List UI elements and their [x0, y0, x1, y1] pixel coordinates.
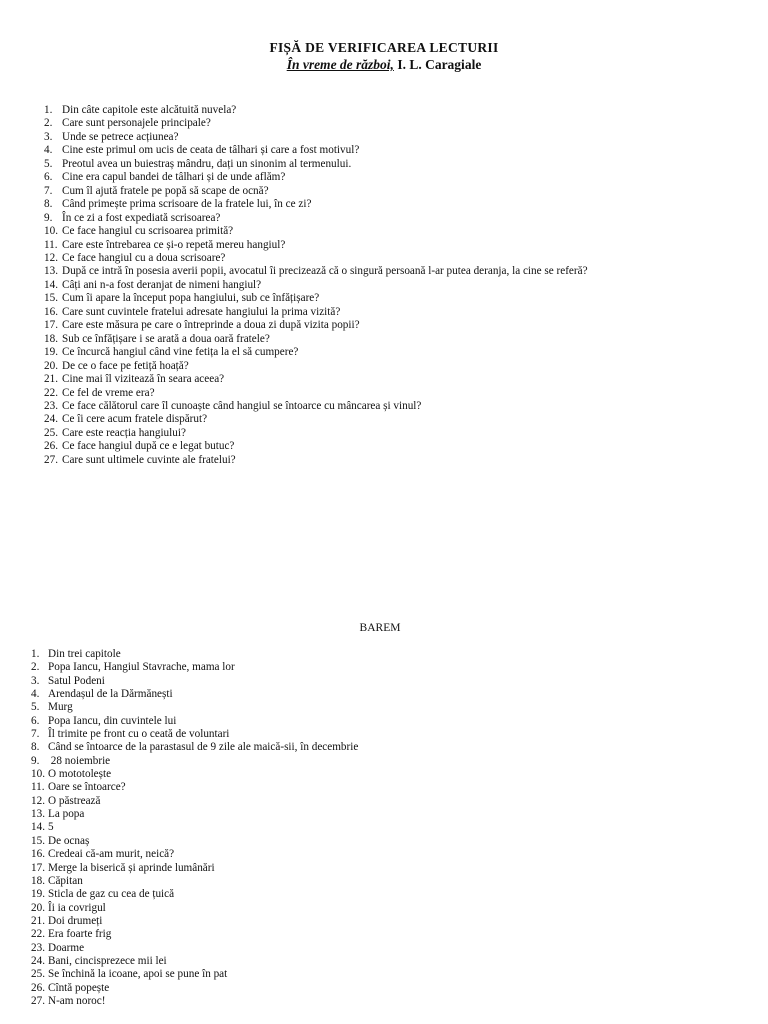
answer-item-text: Sticla de gaz cu cea de țuică	[48, 888, 175, 901]
question-item-number: 21.	[44, 373, 58, 386]
answer-item	[31, 768, 731, 781]
answer-item	[31, 915, 731, 928]
answer-item-text: Doi drumeți	[48, 914, 103, 927]
question-item-number: 9.	[44, 211, 53, 224]
page-subtitle	[0, 57, 768, 73]
answer-item-number: 24.	[31, 954, 45, 967]
answer-item-number: 11.	[31, 781, 45, 794]
answers-list	[31, 648, 731, 1008]
question-item-text: Unde se petrece acțiunea?	[62, 130, 179, 143]
answer-item-text: Din trei capitole	[48, 648, 121, 660]
question-item-number: 12.	[44, 251, 58, 264]
question-item-number: 19.	[44, 346, 58, 359]
question-item	[44, 440, 744, 453]
answer-item	[31, 795, 731, 808]
question-item-number: 5.	[44, 157, 53, 170]
answer-item-number: 20.	[31, 901, 45, 914]
question-item-text: Care sunt ultimele cuvinte ale fratelui?	[62, 453, 236, 466]
answer-item-number: 17.	[31, 861, 45, 874]
question-item-text: Cum îl ajută fratele pe popă să scape de ocnă?	[62, 184, 269, 197]
answer-item	[31, 888, 731, 901]
answer-item-number: 26.	[31, 981, 45, 994]
question-item	[44, 306, 744, 319]
question-item-number: 11.	[44, 238, 58, 251]
question-item	[44, 158, 744, 171]
question-item-text: Sub ce înfățișare i se arată a doua oară fratele?	[62, 332, 270, 345]
answer-item-text: N-am noroc!	[48, 994, 106, 1007]
answer-item-text: Îl trimite pe front cu o ceată de voluntari	[48, 728, 230, 741]
question-item	[44, 360, 744, 373]
question-item-number: 8.	[44, 198, 53, 211]
answer-item	[31, 728, 731, 741]
question-item-text: Cine este primul om ucis de ceata de tâlhari și care a fost motivul?	[62, 144, 360, 157]
question-item	[44, 171, 744, 184]
answer-item-text: O păstrează	[48, 794, 101, 807]
answer-item-number: 13.	[31, 808, 45, 821]
question-item	[44, 373, 744, 386]
answer-item	[31, 688, 731, 701]
question-item-text: Ce îi cere acum fratele dispărut?	[62, 413, 208, 426]
answer-item-text: Doarme	[48, 941, 85, 954]
question-item	[44, 346, 744, 359]
answer-item-number: 27.	[31, 994, 45, 1007]
question-item-text: Ce face hangiul cu a doua scrisoare?	[62, 251, 226, 264]
barem-title: BAREM	[359, 622, 401, 634]
answer-item-text: Era foarte frig	[48, 928, 112, 941]
answer-item-number: 10.	[31, 768, 45, 781]
answer-item-number: 23.	[31, 941, 45, 954]
answer-item-text: Se închină la icoane, apoi se pune în pat	[48, 968, 228, 981]
question-item	[44, 198, 744, 211]
answer-item	[31, 902, 731, 915]
question-item-number: 14.	[44, 278, 58, 291]
answer-item	[31, 968, 731, 981]
answer-item-number: 2.	[31, 661, 40, 674]
answer-item	[31, 995, 731, 1008]
question-item-text: În ce zi a fost expediată scrisoarea?	[62, 211, 221, 224]
answer-item-text: Arendașul de la Dărmănești	[48, 688, 173, 701]
answer-item-text: Cîntă popește	[48, 981, 110, 994]
question-item-text: Care este întrebarea ce și-o repetă mereu hangiul?	[62, 238, 286, 251]
question-item-number: 10.	[44, 225, 58, 238]
question-item-text: Ce încurcă hangiul când vine fetița la el să cumpere?	[62, 346, 299, 359]
answer-item	[31, 942, 731, 955]
question-item-number: 24.	[44, 413, 58, 426]
question-item-number: 22.	[44, 386, 58, 399]
question-item	[44, 225, 744, 238]
question-item-text: După ce intră în posesia averii popii, avocatul îi precizează că o singură persoană l-ar putea deranja, la cine se referă?	[62, 265, 588, 278]
question-item-number: 6.	[44, 171, 53, 184]
answer-item	[31, 675, 731, 688]
question-item-number: 18.	[44, 332, 58, 345]
question-item	[44, 131, 744, 144]
question-item	[44, 279, 744, 292]
question-item-text: Care este reacția hangiului?	[62, 426, 186, 439]
question-item	[44, 427, 744, 440]
answer-item-text: 28 noiembrie	[48, 754, 111, 767]
question-item	[44, 387, 744, 400]
answer-item-text: Credeai că-am murit, neică?	[48, 848, 175, 861]
question-item-text: Ce fel de vreme era?	[62, 386, 155, 399]
question-item-text: Care este măsura pe care o întreprinde a doua zi după vizita popii?	[62, 319, 360, 332]
question-item	[44, 104, 744, 117]
question-item-text: Ce face hangiul cu scrisoarea primită?	[62, 225, 234, 238]
answer-item	[31, 808, 731, 821]
question-item	[44, 292, 744, 305]
answer-item-number: 7.	[31, 728, 40, 741]
question-item-number: 16.	[44, 305, 58, 318]
question-item-number: 7.	[44, 184, 53, 197]
answer-item-number: 21.	[31, 914, 45, 927]
answer-item-text: Popa Iancu, Hangiul Stavrache, mama lor	[48, 661, 235, 674]
question-item-number: 25.	[44, 426, 58, 439]
answer-item-text: Murg	[48, 701, 73, 714]
question-item-text: Cum îi apare la început popa hangiului, sub ce înfățișare?	[62, 292, 320, 305]
answer-item-text: O mototolește	[48, 768, 112, 781]
question-item	[44, 400, 744, 413]
question-item-text: Cine era capul bandei de tâlhari și de unde aflăm?	[62, 171, 286, 184]
answer-item	[31, 741, 731, 754]
answer-item	[31, 982, 731, 995]
answer-item	[31, 755, 731, 768]
question-item-text: Cine mai îl vizitează în seara aceea?	[62, 373, 225, 386]
question-item-number: 4.	[44, 144, 53, 157]
author-name: I. L. Caragiale	[393, 57, 482, 72]
question-item	[44, 239, 744, 252]
page-title: FIȘĂ DE VERIFICAREA LECTURII	[269, 40, 499, 55]
answer-item	[31, 835, 731, 848]
questions-list	[44, 104, 744, 467]
question-item-number: 17.	[44, 319, 58, 332]
question-item	[44, 333, 744, 346]
answer-item-number: 18.	[31, 874, 45, 887]
question-item-number: 20.	[44, 359, 58, 372]
answer-item	[31, 781, 731, 794]
answer-item-number: 25.	[31, 968, 45, 981]
answer-item-text: Când se întoarce de la parastasul de 9 zile ale maică-sii, în decembrie	[48, 741, 359, 754]
question-item-text: Care sunt personajele principale?	[62, 117, 211, 130]
question-item	[44, 265, 744, 278]
question-item	[44, 413, 744, 426]
question-item-text: De ce o face pe fetiță hoață?	[62, 359, 189, 372]
answer-item-number: 3.	[31, 674, 40, 687]
question-item-text: Ce face călătorul care îl cunoaște când hangiul se întoarce cu mâncarea și vinul?	[62, 399, 422, 412]
answer-item-number: 1.	[31, 648, 40, 660]
answer-item	[31, 701, 731, 714]
answer-item-text: Bani, cincisprezece mii lei	[48, 954, 167, 967]
answer-item-text: Satul Podeni	[48, 674, 105, 687]
question-item-number: 26.	[44, 440, 58, 453]
question-item-number: 15.	[44, 292, 58, 305]
answer-item-number: 6.	[31, 714, 40, 727]
answer-item-number: 16.	[31, 848, 45, 861]
answer-item	[31, 821, 731, 834]
question-item-text: Ce face hangiul după ce e legat butuc?	[62, 440, 235, 453]
answer-item-text: Oare se întoarce?	[48, 781, 126, 794]
answer-item	[31, 862, 731, 875]
question-item-number: 3.	[44, 130, 53, 143]
question-item	[44, 454, 744, 467]
question-item	[44, 185, 744, 198]
answer-item-number: 22.	[31, 928, 45, 941]
question-item-number: 23.	[44, 399, 58, 412]
answer-item-number: 14.	[31, 821, 45, 834]
answer-item-text: Căpitan	[48, 874, 83, 887]
answer-item-text: De ocnaș	[48, 834, 90, 847]
answer-item	[31, 648, 731, 661]
answer-item-text: La popa	[48, 808, 85, 821]
answer-item-text: 5	[48, 821, 54, 834]
answer-item-number: 15.	[31, 834, 45, 847]
answer-item-text: Popa Iancu, din cuvintele lui	[48, 714, 177, 727]
question-item	[44, 212, 744, 225]
question-item-text: Câți ani n-a fost deranjat de nimeni hangiul?	[62, 278, 262, 291]
question-item-number: 13.	[44, 265, 58, 278]
work-title: În vreme de război,	[286, 57, 394, 72]
answer-item	[31, 955, 731, 968]
answer-item	[31, 848, 731, 861]
question-item	[44, 144, 744, 157]
answer-item-number: 19.	[31, 888, 45, 901]
answer-item-number: 12.	[31, 794, 45, 807]
question-item-number: 2.	[44, 117, 53, 130]
question-item	[44, 117, 744, 130]
question-item-text: Care sunt cuvintele fratelui adresate hangiului la prima vizită?	[62, 305, 341, 318]
question-item-text: Când primește prima scrisoare de la fratele lui, în ce zi?	[62, 198, 312, 211]
answer-item	[31, 875, 731, 888]
answer-item-number: 4.	[31, 688, 40, 701]
question-item-text: Preotul avea un buiestraș mândru, dați un sinonim al termenului.	[62, 157, 352, 170]
answer-item	[31, 928, 731, 941]
answer-item-text: Merge la biserică și aprinde lumânări	[48, 861, 215, 874]
answer-item-number: 5.	[31, 701, 40, 714]
question-item	[44, 319, 744, 332]
answer-item	[31, 715, 731, 728]
answer-item-number: 8.	[31, 741, 40, 754]
answer-item	[31, 661, 731, 674]
question-item-number: 27.	[44, 453, 58, 466]
question-item-text: Din câte capitole este alcătuită nuvela?	[62, 104, 237, 116]
question-item-number: 1.	[44, 104, 53, 116]
answer-item-number: 9.	[31, 754, 40, 767]
answer-item-text: Îi ia covrigul	[48, 901, 106, 914]
question-item	[44, 252, 744, 265]
